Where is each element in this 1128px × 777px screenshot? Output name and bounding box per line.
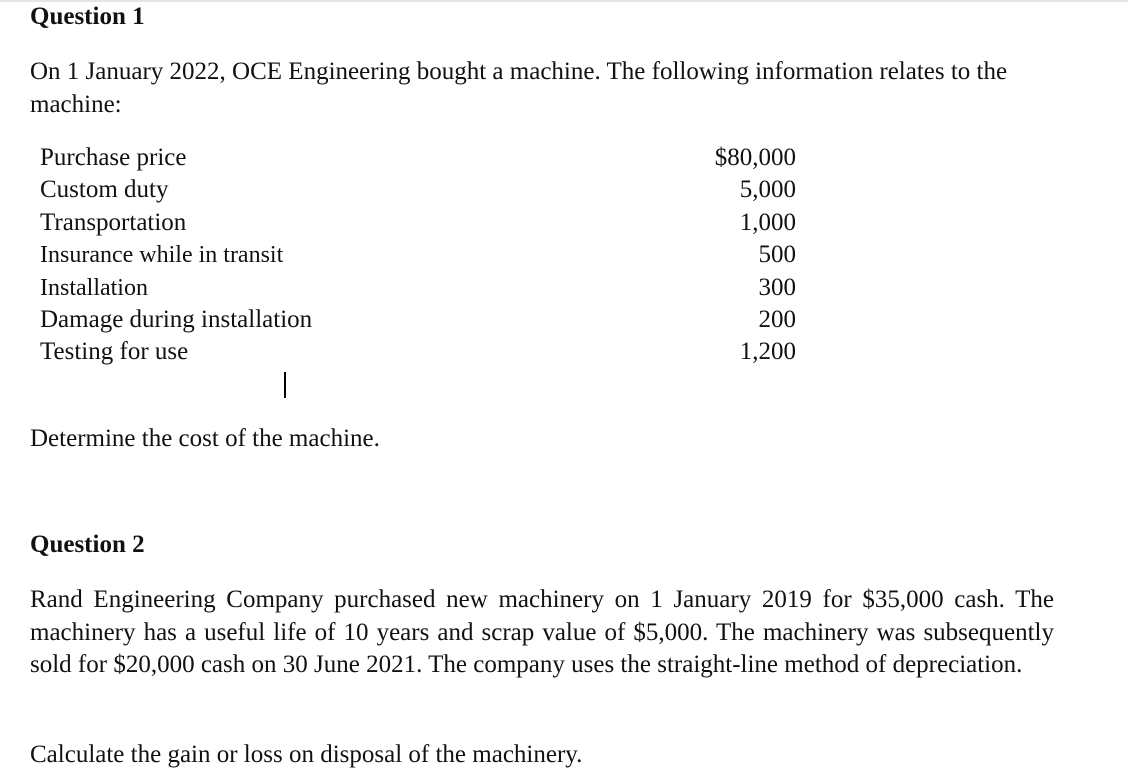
cost-item-label: Testing for use xyxy=(40,338,189,366)
question-2-body: Rand Engineering Company purchased new machinery on 1 January 2019 for $35,000 cash. The machinery has a useful life of 10 years and scrap value of $5,000. The machinery was subsequently sold for $20,000 cash on 30 June 2021. The company uses the straight-line method of depreciation. xyxy=(30,586,1054,678)
cost-item-row xyxy=(40,207,800,239)
cost-item-label: Insurance while in transit xyxy=(40,242,284,269)
cost-item-row xyxy=(40,336,800,368)
cost-item-label: Damage during installation xyxy=(40,305,313,333)
cost-items-table xyxy=(40,142,800,369)
cost-item-amount: 5,000 xyxy=(739,176,796,204)
cost-item-amount: 500 xyxy=(758,241,796,269)
cost-item-amount: 1,200 xyxy=(739,338,796,366)
cost-item-label: Purchase price xyxy=(40,144,187,171)
cost-item-label: Installation xyxy=(40,274,148,301)
cost-item-label: Transportation xyxy=(40,208,187,236)
cost-item-amount: $80,000 xyxy=(714,144,796,171)
question-2-prompt: Calculate the gain or loss on disposal of the machinery. xyxy=(30,741,583,768)
cost-item-amount: 1,000 xyxy=(739,208,796,236)
question-1-title: Question 1 xyxy=(30,3,145,30)
cost-item-amount: 300 xyxy=(758,273,796,301)
cost-item-row xyxy=(40,304,800,336)
text-cursor xyxy=(284,372,286,398)
top-divider xyxy=(0,0,1128,2)
cost-item-label: Custom duty xyxy=(40,176,169,204)
cost-item-row xyxy=(40,239,800,271)
cost-item-row xyxy=(40,272,800,304)
cost-item-row xyxy=(40,142,800,174)
question-2-title: Question 2 xyxy=(30,531,145,558)
cost-item-amount: 200 xyxy=(758,305,796,333)
question-1-intro: On 1 January 2022, OCE Engineering bought a machine. The following information relates to the machine: xyxy=(30,58,1008,118)
question-1-prompt: Determine the cost of the machine. xyxy=(30,425,380,452)
cost-item-row xyxy=(40,174,800,206)
